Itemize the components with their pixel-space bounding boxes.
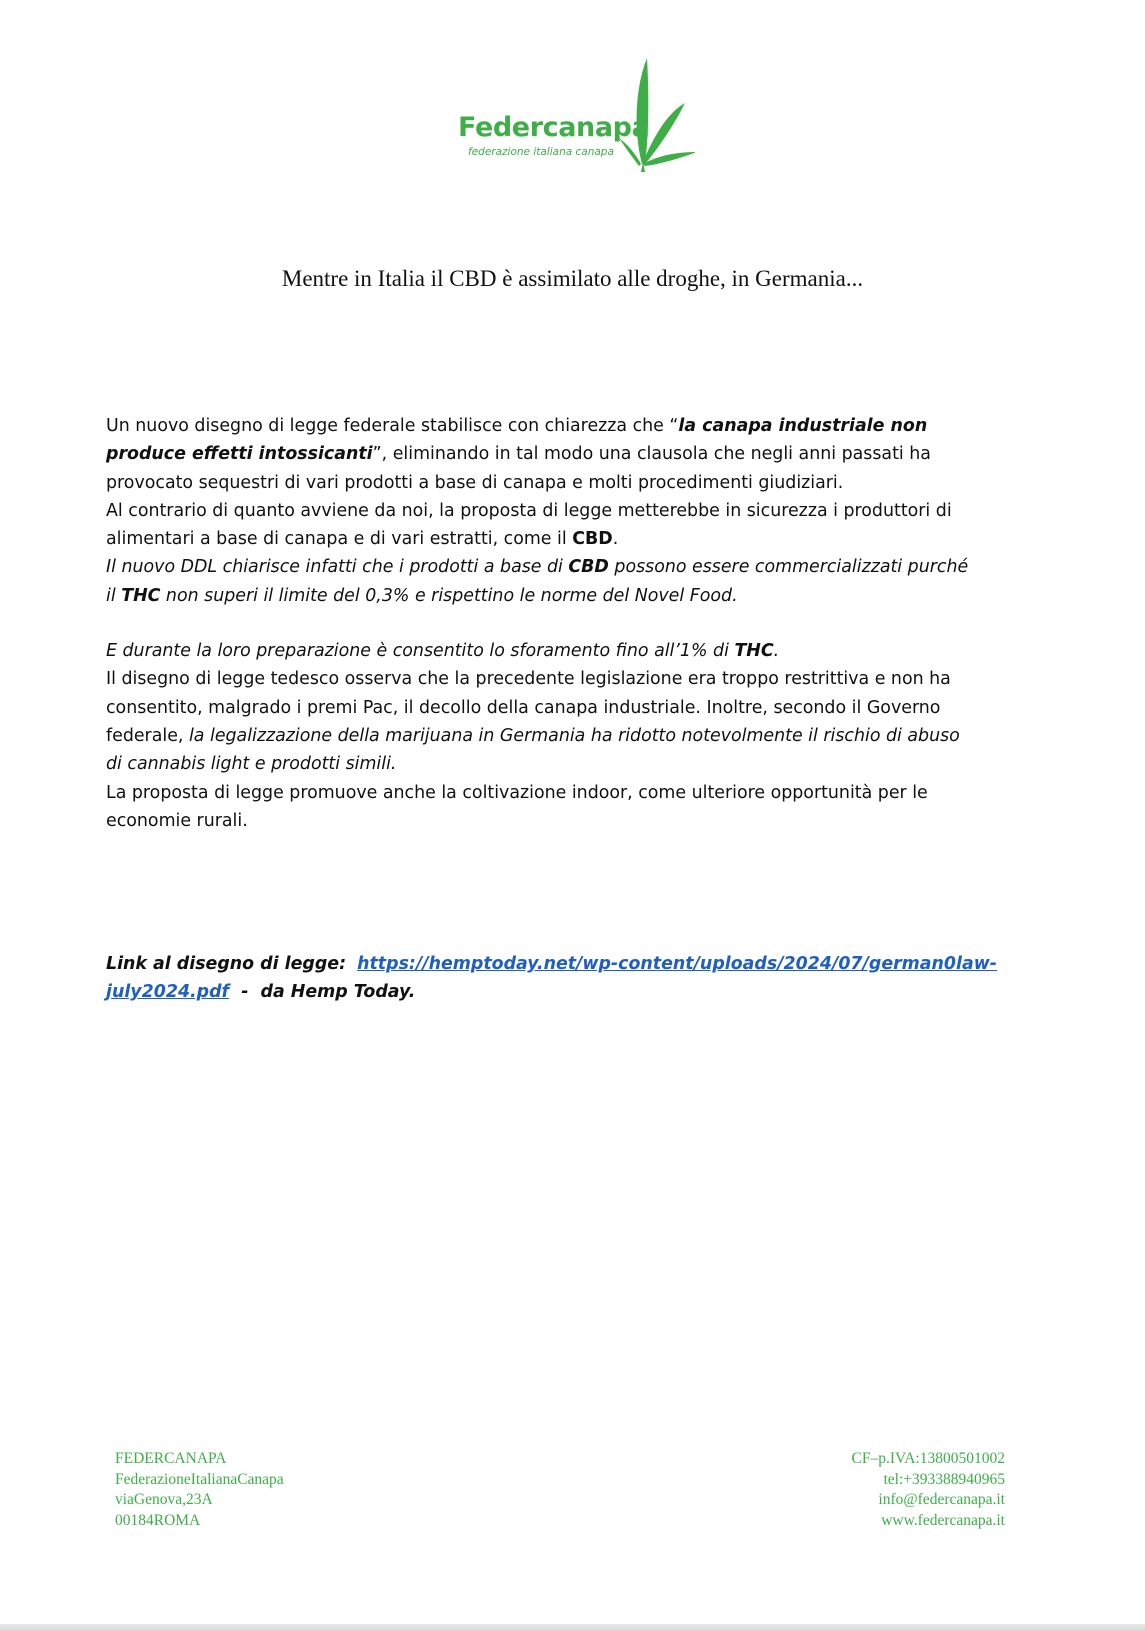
footer-email[interactable]: info@federcanapa.it [878, 1491, 1005, 1508]
paragraph-line [106, 665, 1046, 693]
document-body [106, 412, 1046, 835]
paragraph-line [106, 807, 1046, 835]
footer-website[interactable]: www.federcanapa.it [881, 1511, 1005, 1529]
bold-text: CBD [568, 557, 609, 578]
paragraph-gap [106, 610, 1046, 637]
footer-address [115, 1449, 284, 1531]
text-span: E durante la loro preparazione è consentito lo sforamento fino all’1% di [106, 641, 735, 662]
bold-text: THC [734, 641, 774, 662]
federcanapa-logo [455, 58, 695, 178]
footer-line: CF–p.IVA:13800501002 [851, 1450, 1005, 1467]
text-span: di cannabis light e prodotti simili. [106, 754, 397, 775]
text-span: . [612, 529, 619, 550]
footer-line: FEDERCANAPA [115, 1450, 227, 1467]
paragraph-line [106, 469, 1046, 497]
logo-wordmark: Federcanapa [458, 112, 650, 143]
paragraph-line [106, 553, 1046, 581]
emphasis-text: la canapa industriale non [678, 416, 928, 436]
link-line [106, 978, 1066, 1006]
footer-line: 00184ROMA [115, 1511, 201, 1529]
paragraph-line [106, 750, 1046, 778]
emphasis-text: produce effetti intossicanti [106, 444, 373, 465]
bold-text: THC [121, 585, 161, 606]
footer-line: FederazioneItalianaCanapa [115, 1470, 284, 1488]
law-pdf-link-continued[interactable]: july2024.pdf [106, 982, 230, 1003]
text-span: Un nuovo disegno di legge federale stabilisce con chiarezza che “ [106, 416, 679, 436]
paragraph-line [106, 412, 1046, 440]
footer-line: tel:+393388940965 [883, 1470, 1005, 1488]
paragraph-line [106, 722, 1046, 750]
text-span: federale, [106, 725, 189, 746]
logo-subtitle: federazione italiana canapa [468, 146, 614, 158]
text-span: alimentari a base di canapa e di vari estratti, come il [106, 529, 573, 550]
link-label: Link al disegno di legge: [106, 954, 347, 974]
paragraph-line [106, 779, 1046, 807]
paragraph-line [106, 497, 1046, 525]
text-span: Il nuovo DDL chiarisce infatti che i prodotti a base di [106, 557, 569, 578]
bold-text: CBD [572, 529, 613, 550]
document-title: Mentre in Italia il CBD è assimilato alle droghe, in Germania... [281, 266, 864, 291]
law-pdf-link[interactable]: https://hemptoday.net/wp-content/uploads/2024/07/german0law- [357, 954, 998, 974]
text-span: provocato sequestri di vari prodotti a base di canapa e molti procedimenti giudiziari. [106, 472, 844, 493]
paragraph-line [106, 582, 1046, 610]
text-span: Al contrario di quanto avviene da noi, la proposta di legge metterebbe in sicurezza i produttori di [106, 500, 952, 521]
text-span: il [106, 585, 122, 606]
text-span: La proposta di legge promuove anche la coltivazione indoor, come ulteriore opportunità per le [106, 782, 928, 803]
text-span: ”, eliminando in tal modo una clausola che negli anni passati ha [372, 444, 931, 465]
footer-line: viaGenova,23A [115, 1491, 213, 1508]
text-span: non superi il limite del 0,3% e rispettino le norme del Novel Food. [160, 585, 738, 606]
footer-contacts [852, 1449, 1005, 1531]
text-span: . [773, 641, 780, 662]
paragraph-line [106, 694, 1046, 722]
page-edge [0, 1624, 1145, 1631]
text-span: possono essere commercializzati purché [608, 557, 969, 578]
link-section [106, 950, 1066, 1007]
link-source: - da Hemp Today. [229, 982, 416, 1003]
text-span: economie rurali. [106, 810, 248, 831]
link-line [106, 950, 1066, 978]
paragraph-line [106, 637, 1046, 665]
text-span: consentito, malgrado i premi Pac, il decollo della canapa industriale. Inoltre, secondo il Governo [106, 697, 941, 718]
paragraph-line [106, 525, 1046, 553]
italic-text: la legalizzazione della marijuana in Germania ha ridotto notevolmente il rischio di abuso [188, 725, 960, 746]
text-span: Il disegno di legge tedesco osserva che la precedente legislazione era troppo restrittiva e non ha [106, 669, 951, 690]
paragraph-line [106, 440, 1046, 468]
